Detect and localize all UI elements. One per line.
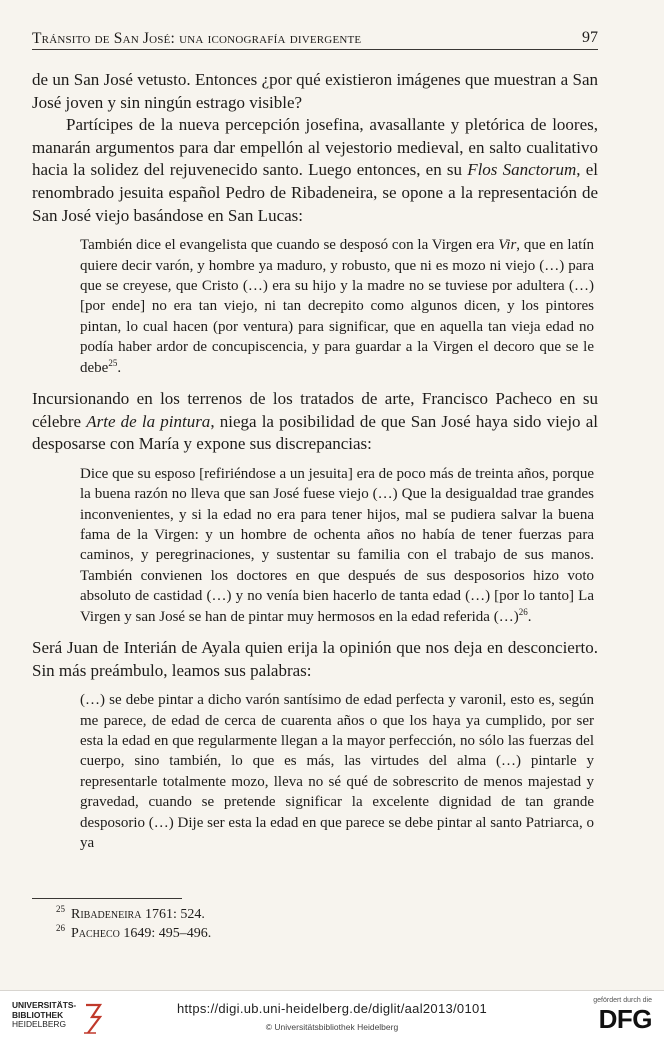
footnote-ref-25[interactable]: 25: [108, 357, 118, 368]
book-title-arte-de-la-pintura: Arte de la pintura: [86, 411, 211, 431]
footnotes: [56, 906, 211, 943]
book-title-flos-sanctorum: Flos Sanctorum: [467, 160, 577, 180]
quote-ribadeneira: También dice el evangelista que cuando se desposó con la Virgen era Vir, que en latín quiere decir varón, y hombre ya maduro, y robusto, que ni es mozo ni viejo (…) para que se creyese, que Cristo (…) era su hijo y la madre no se tuviese por adultera (…) [por ende] no era tan viejo, ni tan decrepito como algunos dicen, y los pintores pintan, lo cual hacen (por ventura) para significar, que en aquella tan vieja edad no podía haber ardor de concupiscencia, y para guardar a la Virgen el decoro que se le debe$^{25}$.: [80, 237, 594, 376]
university-library-logo[interactable]: UNIVERSITÄTS- BIBLIOTHEK HEIDELBERG: [12, 1001, 132, 1037]
running-title: Tránsito de San José: una iconografía divergente: [32, 30, 362, 47]
quote-interian: (…) se debe pintar a dicho varón santísimo de edad perfecta y varonil, esto es, según me parece, de edad de cerca de cuarenta años o que los haya ya cumplido, por ser esta la edad en que regularmente llegan a la mayor perfección, no sólo las fuerzas del cuerpo, sino también, lo que es más, las virtudes del alma (…) pintarle y representarle totalmente mozo, lleva no sé qué de sobrescrito de menos majestad y gravedad, cuando se pretende significar la excelente dignidad de tan grande desposorio (…) Dije ser esta la edad en que parece se debe pintar al santo Patriarca, o ya: [80, 692, 594, 852]
body-text: [32, 69, 598, 863]
paragraph-1: de un San José vetusto. Entonces ¿por qué existieron imágenes que muestran a San José joven y sin ningún estrago visible?: [32, 70, 598, 112]
permalink-url[interactable]: https://digi.ub.uni-heidelberg.de/diglit/aal2013/0101: [176, 1001, 488, 1016]
footnote-26: $^{26}$ Pacheco 1649: 495–496.: [56, 922, 212, 941]
footnote-ref-26[interactable]: 26: [518, 606, 528, 617]
paragraph-3: Incursionando en los terrenos de los tratados de arte, Francisco Pacheco en su célebre Arte de la pintura, niega la posibilidad de que San José haya sido viejo al desposarse con María y expone sus discrepancias:: [32, 389, 598, 454]
page-header: [32, 30, 598, 50]
dfg-funding[interactable]: gefördert durch die DFG: [582, 997, 652, 1032]
quote-pacheco: Dice que su esposo [refiriéndose a un jesuita] era de poco más de treinta años, porque la buena razón no lleva que san José fuese viejo (…) Que la desigualdad trae grandes inconvenientes, y si la edad no era para tener hijos, mal se pudiera salvar la buena fama de la Virgen: y un hombre de ochenta años no había de tener fuerzas para caminos, y peregrinaciones, y sustentar su familia con el trabajo de sus manos. También convienen los doctores en que después de sus desposorios hizo voto absoluto de castidad (…) y no venía bien hacerlo de tanta edad (…) [por lo tanto] La Virgen y san José se han de pintar muy hermosos en la edad referida (…)$^{26}$.: [80, 465, 594, 625]
copyright-notice: © Universitätsbibliothek Heidelberg: [265, 1022, 399, 1032]
page-number: 97: [582, 29, 598, 46]
paragraph-4: Será Juan de Interián de Ayala quien erija la opinión que nos deja en desconcierto. Sin más preámbulo, leamos sus palabras:: [32, 638, 598, 680]
header-rule: [32, 49, 598, 50]
dfg-logo: DFG: [598, 1004, 652, 1034]
viewer-footer: [0, 990, 664, 1045]
paragraph-2: Partícipes de la nueva percepción josefina, avasallante y pletórica de loores, manarán argumentos para dar empellón al vejestorio medieval, en salto cualitativo hacia la solidez del rejuvenecido santo. Luego entonces, en su Flos Sanctorum, el renombrado jesuita español Pedro de Ribadeneira, se opone a la representación de San José viejo basándose en San Lucas:: [32, 115, 598, 225]
footnote-25: $^{25}$ Ribadeneira 1761: 524.: [56, 904, 205, 922]
footnote-rule: [32, 898, 182, 899]
